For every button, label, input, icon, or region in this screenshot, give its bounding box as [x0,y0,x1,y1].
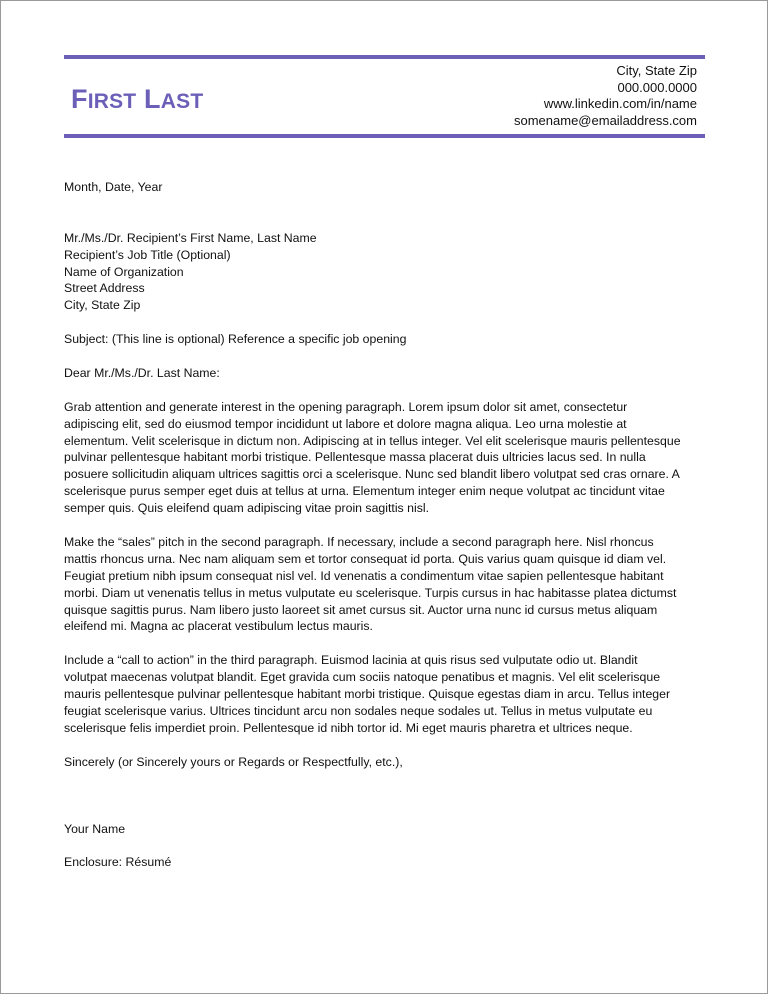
header-top-rule [64,55,705,59]
contact-phone: 000.000.0000 [617,79,697,95]
contact-email: somename@emailaddress.com [514,113,697,129]
salutation: Dear Mr./Ms./Dr. Last Name: [64,365,220,380]
recipient-line: City, State Zip [64,298,141,313]
paragraph-line: Grab attention and generate interest in the opening paragraph. Lorem ipsum dolor sit amet, consectetur [64,399,628,414]
recipient-line: Recipient’s Job Title (Optional) [64,247,231,262]
paragraph-line: Make the “sales” pitch in the second paragraph. If necessary, include a second paragraph here. Nisl rhoncus [64,534,654,549]
paragraph-line: elementum. Velit scelerisque in dictum non. Adipiscing at in tellus integer. Vel elit scelerisque mauris pellentesque [64,433,681,448]
paragraph-line: semper quis. Quis eleifend quam adipiscing vitae proin sagittis nisl. [64,501,429,516]
recipient-line: Name of Organization [64,264,184,279]
paragraph-1 [64,399,709,517]
paragraph-line: volutpat maecenas volutpat blandit. Eget gravida cum sociis natoque penatibus et magnis. Vel elit scelerisque [64,670,661,685]
paragraph-2 [64,534,709,635]
contact-city: City, State Zip [616,63,697,78]
letter-body [64,179,709,871]
paragraph-line: mauris pellentesque pulvinar pellentesque habitant morbi tristique. Quisque egestas diam in arcu. Tellus integer [64,687,671,702]
first-name: FIRST [71,84,137,114]
signature-name: Your Name [64,821,126,836]
letter-date: Month, Date, Year [64,180,163,194]
contact-linkedin: www.linkedin.com/in/name [543,96,697,112]
paragraph-line: eleifend mi. Magna ac placerat vestibulum lectus mauris. [64,619,373,634]
applicant-name [71,82,203,119]
paragraph-line: scelerisque felis imperdiet proin. Pellentesque id nibh tortor id. Mi eget mauris pharetra et ultrices neque. [64,720,633,735]
recipient-block [64,230,709,315]
paragraph-line: posuere sollicitudin aliquam ultrices sagittis orci a scelerisque. Nunc sed blandit libero volutpat sed cras ornare. A [64,467,680,482]
recipient-line: Mr./Ms./Dr. Recipient’s First Name, Last Name [64,230,317,245]
paragraph-line: Feugiat pretium nibh ipsum consequat nisl vel. Id venenatis a condimentum vitae sapien pellentesque habitant [64,568,664,583]
paragraph-line: pulvinar pellentesque habitant morbi tristique. Pellentesque massa placerat duis ultricies lacus sed. In nulla [64,450,646,465]
contact-block [514,63,697,130]
last-name: LAST [144,84,204,114]
paragraph-line: morbi. Diam ut venenatis tellus in metus vulputate eu scelerisque. Turpis cursus in hac habitasse platea dictumst [64,585,677,600]
paragraph-line: feugiat scelerisque varius. Ultrices tincidunt arcu non sodales neque sodales ut. Tellus in metus vulputate eu [64,703,653,718]
paragraph-line: mattis rhoncus urna. Nec nam aliquam sem et tortor consequat id porta. Quis varius quam quisque id diam vel. [64,551,667,566]
header-bottom-rule [64,134,705,138]
enclosure-line: Enclosure: Résumé [64,855,172,870]
paragraph-line: scelerisque purus semper eget duis at tellus at urna. Elementum integer enim neque volutpat ac tincidunt vitae [64,484,665,499]
paragraph-line: Include a “call to action” in the third paragraph. Euismod lacinia at quis risus sed vulputate odio ut. Blandit [64,653,638,668]
closing-line: Sincerely (or Sincerely yours or Regards or Respectfully, etc.), [64,754,403,769]
recipient-line: Street Address [64,281,145,296]
paragraph-line: quisque sagittis purus. Nam libero justo laoreet sit amet cursus sit. Auctor urna nunc id cursus metus aliquam [64,602,658,617]
paragraph-line: adipiscing elit, sed do eiusmod tempor incididunt ut labore et dolore magna aliqua. Leo urna molestie at [64,416,627,431]
subject-line: Subject: (This line is optional) Reference a specific job opening [64,332,407,347]
paragraph-3 [64,652,709,737]
